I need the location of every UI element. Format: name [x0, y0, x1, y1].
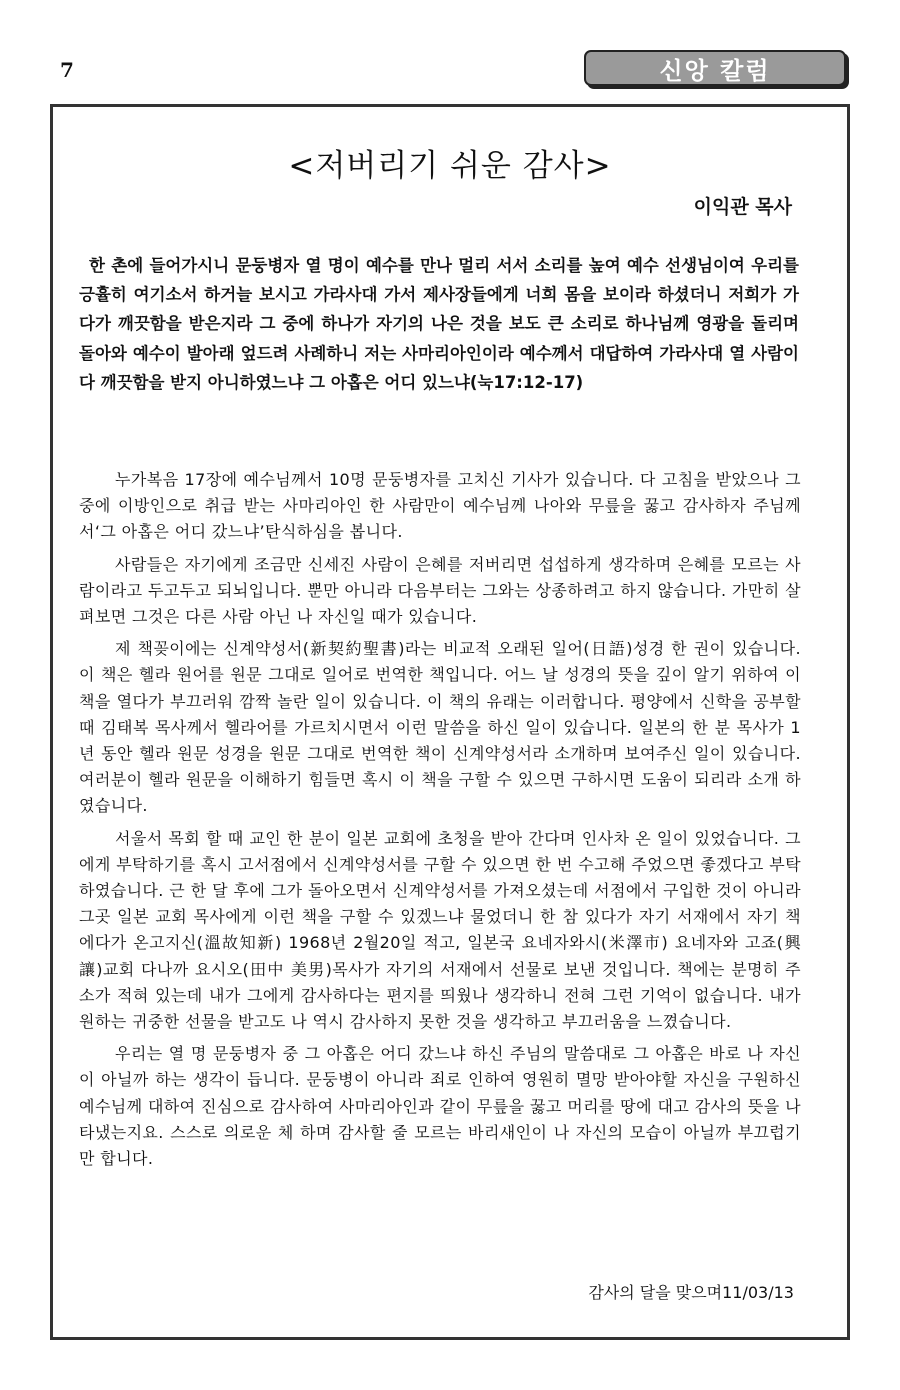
closing-date: 감사의 달을 맞으며11/03/13 — [588, 1283, 794, 1302]
article-title: <저버리기 쉬운 감사> — [288, 148, 612, 184]
body-paragraph: 누가복음 17장에 예수님께서 10명 문둥병자를 고치신 기사가 있습니다. 다 고침을 받았으나 그 중에 이방인으로 취급 받는 사마리아인 한 사람만이 예수님께 나아와 무릎을 꿇고 감사하자 주님께서‘그 아홉은 어디 갔느냐’탄식하심을 봅니다. — [79, 470, 801, 542]
article-author: 이익관 목사 — [693, 196, 792, 218]
page-number: 7 — [60, 58, 74, 82]
article-body — [79, 467, 801, 1178]
section-tab: 신앙 칼럼 — [584, 50, 846, 86]
body-paragraph: 서울서 목회 할 때 교인 한 분이 일본 교회에 초청을 받아 간다며 인사차 온 일이 있었습니다. 그에게 부탁하기를 혹시 고서점에서 신계약성서를 구할 수 있으면 한 번 수고해 주었으면 좋겠다고 부탁하였습니다. 근 한 달 후에 그가 돌아오면서 신계약성서를 가져오셨는데 서점에서 구입한 것이 아니라 그곳 일본 교회 목사에게 이런 책을 구할 수 있겠느냐 물었더니 한 참 있다가 자기 서재에서 자기 책에다가 온고지신(溫故知新) 1968년 2월20일 적고, 일본국 요네자와시(米澤市) 요네자와 고죠(興讓)교회 다나까 요시오(田中 美男)목사가 자기의 서재에서 선물로 보낸 것입니다. 책에는 분명히 주소가 적혀 있는데 내가 그에게 감사하다는 편지를 띄웠나 생각하니 전혀 그런 기억이 없습니다. 내가 원하는 귀중한 선물을 받고도 나 역시 감사하지 못한 것을 생각하고 부끄러움을 느꼈습니다. — [79, 828, 801, 1032]
body-paragraph: 사람들은 자기에게 조금만 신세진 사람이 은혜를 저버리면 섭섭하게 생각하며 은혜를 모르는 사람이라고 두고두고 되뇌입니다. 뿐만 아니라 다음부터는 그와는 상종하려고 하지 않습니다. 가만히 살펴보면 그것은 다른 사람 아닌 나 자신일 때가 있습니다. — [79, 554, 801, 627]
body-paragraph: 우리는 열 명 문둥병자 중 그 아홉은 어디 갔느냐 하신 주님의 말씀대로 그 아홉은 바로 나 자신이 아닐까 하는 생각이 듭니다. 문둥병이 아니라 죄로 인하여 영원히 멸망 받아야할 자신을 구원하신 예수님께 대하여 진심으로 감사하여 사마리아인과 같이 무릎을 꿇고 머리를 땅에 대고 감사의 뜻을 나타냈는지요. 스스로 의로운 체 하며 감사할 줄 모르는 바리새인이 나 자신의 모습이 아닐까 부끄럽기만 합니다. — [79, 1044, 801, 1169]
scripture-quote: 한 촌에 들어가시니 문둥병자 열 명이 예수를 만나 멀리 서서 소리를 높여 예수 선생님이여 우리를 긍휼히 여기소서 하거늘 보시고 가라사대 가서 제사장들에게 너희 몸을 보이라 하셨더니 저희가 가다가 깨끗함을 받은지라 그 중에 하나가 자기의 나은 것을 보도 큰 소리로 하나님께 영광을 돌리며 돌아와 예수이 발아래 엎드려 사례하니 저는 사마리아인이라 예수께서 대답하여 가라사대 열 사람이 다 깨끗함을 받지 아니하였느냐 그 아홉은 어디 있느냐(눅17:12-17) — [79, 256, 799, 392]
body-paragraph: 제 책꽂이에는 신계약성서(新契約聖書)라는 비교적 오래된 일어(日語)성경 한 권이 있습니다. 이 책은 헬라 원어를 원문 그대로 일어로 번역한 책입니다. 어느 날 성경의 뜻을 깊이 알기 위하여 이 책을 열다가 부끄러워 깜짝 놀란 일이 있습니다. 이 책의 유래는 이러합니다. 평양에서 신학을 공부할 때 김태복 목사께서 헬라어를 가르치시면서 이런 말씀을 하신 일이 있습니다. 일본의 한 분 목사가 1년 동안 헬라 원문 성경을 원문 그대로 번역한 책이 신계약성서라 소개하며 보여주신 일이 있습니다. 여러분이 헬라 원문을 이해하기 힘들면 혹시 이 책을 구할 수 있으면 구하시면 도움이 되리라 소개 하였습니다. — [79, 639, 801, 816]
